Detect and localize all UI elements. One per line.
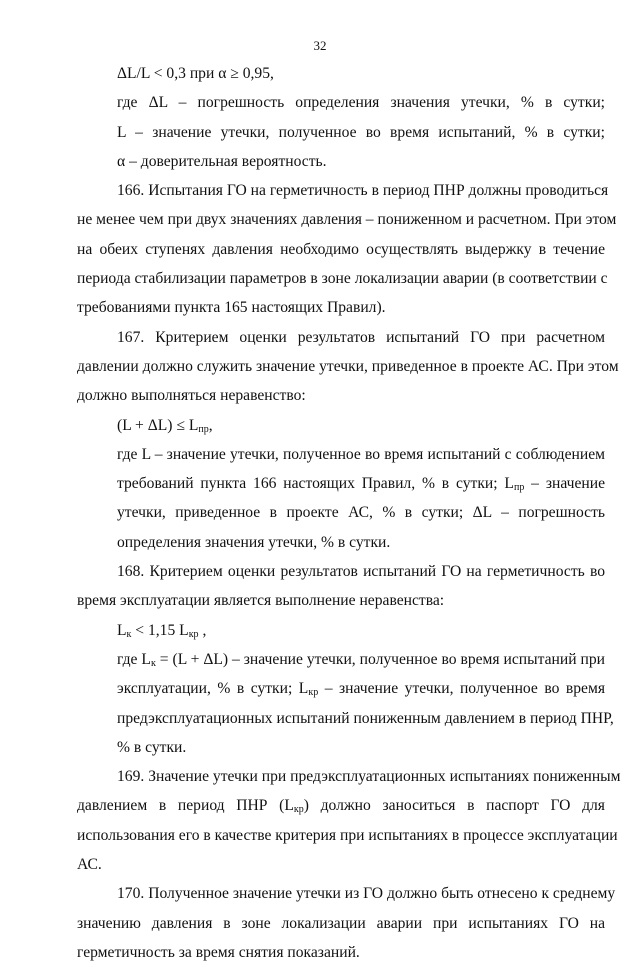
paragraph-167-line: давлении должно служить значение утечки, приведенное в проекте АС. При этом xyxy=(77,357,619,375)
paragraph-166-line: 166. Испытания ГО на герметичность в период ПНР должны проводиться xyxy=(117,182,609,200)
page-number: 32 xyxy=(313,38,327,53)
paragraph-166-line: на обеих ступенях давления необходимо осуществлять выдержку в течение xyxy=(77,240,605,258)
text-line: предэксплуатационных испытаний пониженным давлением в период ПНР, xyxy=(117,709,614,727)
formula-line: $L_к < 1,15$ $L_{кр}$ , xyxy=(117,621,207,640)
text-line: где $L_к = (L + \Delta L)$ – значение утечки, полученное во время испытаний при xyxy=(117,650,605,669)
paragraph-169-line: использования его в качестве критерия при испытаниях в процессе эксплуатации xyxy=(77,826,618,844)
text-line: утечки, приведенное в проекте АС, % в сутки; ΔL – погрешность xyxy=(117,504,605,522)
paragraph-166-line: не менее чем при двух значениях давления – пониженном и расчетном. При этом xyxy=(77,211,617,229)
paragraph-167-line: должно выполняться неравенство: xyxy=(77,387,306,405)
paragraph-169-line: АС. xyxy=(77,856,102,874)
paragraph-169-line: давлением в период ПНР $(L_{кр})$ должно заноситься в паспорт ГО для xyxy=(77,797,605,816)
text-line: α – доверительная вероятность. xyxy=(117,152,327,170)
text-line: где ΔL – погрешность определения значения утечки, % в сутки; xyxy=(117,94,605,112)
paragraph-169-line: 169. Значение утечки при предэксплуатационных испытаниях пониженным xyxy=(117,768,621,786)
paragraph-170-line: 170. Полученное значение утечки из ГО должно быть отнесено к среднему xyxy=(117,885,616,903)
paragraph-167-line: 167. Критерием оценки результатов испытаний ГО при расчетном xyxy=(117,328,605,346)
formula-line: ΔL/L < 0,3 при α ≥ 0,95, xyxy=(117,65,274,82)
formula-line: $(L + \Delta L) \le L_{пр}$, xyxy=(117,416,213,435)
paragraph-170-line: значению давления в зоне локализации аварии при испытаниях ГО на xyxy=(77,914,605,932)
text-line: определения значения утечки, % в сутки. xyxy=(117,533,391,551)
paragraph-170-line: герметичность за время снятия показаний. xyxy=(77,943,360,961)
paragraph-168-line: время эксплуатации является выполнение неравенства: xyxy=(77,592,445,610)
paragraph-166-line: периода стабилизации параметров в зоне локализации аварии (в соответствии с xyxy=(77,270,608,288)
text-line: эксплуатации, % в сутки; $L_{кр}$ – значение утечки, полученное во время xyxy=(117,680,605,699)
text-line: где L – значение утечки, полученное во время испытаний с соблюдением xyxy=(117,445,605,463)
text-line: % в сутки. xyxy=(117,738,187,756)
text-line: требований пункта 166 настоящих Правил, % в сутки; $L_{пр}$ – значение xyxy=(117,475,605,494)
text-line: L – значение утечки, полученное во время испытаний, % в сутки; xyxy=(117,123,605,141)
paragraph-168-line: 168. Критерием оценки результатов испытаний ГО на герметичность во xyxy=(117,563,605,581)
document-body xyxy=(77,59,621,967)
paragraph-166-line: требованиями пункта 165 настоящих Правил). xyxy=(77,299,386,317)
